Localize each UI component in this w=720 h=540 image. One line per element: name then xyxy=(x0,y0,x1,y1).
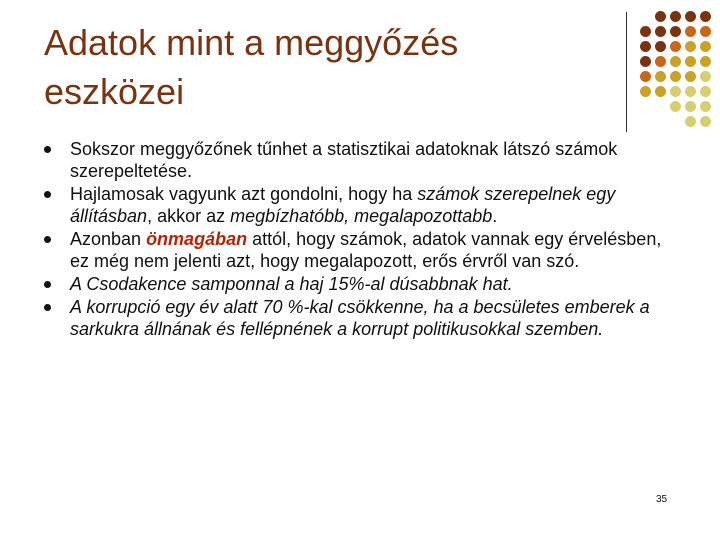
decor-dot xyxy=(685,71,696,82)
page-number: 35 xyxy=(656,494,668,505)
bullet-text-segment: A Csodakence samponnal a haj 15%-al dúsabbnak hat. xyxy=(70,274,513,294)
bullet-item xyxy=(44,273,664,295)
bullet-text-segment: A korrupció egy év alatt 70 %-kal csökkenne, ha a becsületes emberek a sarkukra állnának és fellépnének a korrupt politikusokkal szemben. xyxy=(70,297,650,339)
decor-dot xyxy=(685,11,696,22)
bullet-dot-icon xyxy=(44,146,51,153)
decor-dot xyxy=(700,116,711,127)
decor-dot xyxy=(640,41,651,52)
bullet-item xyxy=(44,183,664,227)
decor-dot xyxy=(640,56,651,67)
dot-grid-decoration xyxy=(640,11,712,128)
decor-dot xyxy=(670,71,681,82)
decor-dot xyxy=(640,26,651,37)
decor-dot xyxy=(700,11,711,22)
decor-dot xyxy=(700,86,711,97)
decor-dot xyxy=(640,86,651,97)
bullet-item xyxy=(44,296,664,340)
decor-dot xyxy=(655,71,666,82)
decor-dot xyxy=(655,56,666,67)
decor-dot xyxy=(700,71,711,82)
decor-dot xyxy=(670,26,681,37)
decor-dot xyxy=(700,41,711,52)
bullet-text-segment: , akkor az xyxy=(147,206,231,226)
decor-dot xyxy=(655,26,666,37)
bullet-list xyxy=(44,138,664,341)
decor-dot xyxy=(655,41,666,52)
decor-dot xyxy=(685,26,696,37)
bullet-dot-icon xyxy=(44,304,51,311)
decor-dot xyxy=(670,11,681,22)
decor-dot xyxy=(700,26,711,37)
decor-dot xyxy=(655,11,666,22)
bullet-dot-icon xyxy=(44,236,51,243)
decor-dot xyxy=(655,86,666,97)
decor-dot xyxy=(670,41,681,52)
bullet-item xyxy=(44,228,664,272)
decor-dot xyxy=(670,56,681,67)
decor-dot xyxy=(685,116,696,127)
decor-dot xyxy=(685,101,696,112)
bullet-text-segment: önmagában xyxy=(146,229,248,249)
decor-dot xyxy=(670,101,681,112)
bullet-text-segment: Sokszor meggyőzőnek tűnhet a statisztikai adatoknak látszó számok szerepeltetése. xyxy=(70,139,618,181)
decor-dot xyxy=(685,56,696,67)
bullet-item xyxy=(44,138,664,182)
decor-dot xyxy=(700,56,711,67)
bullet-text-segment: Azonban xyxy=(70,229,147,249)
bullet-dot-icon xyxy=(44,191,51,198)
decor-dot xyxy=(685,86,696,97)
decor-dot xyxy=(640,71,651,82)
title-divider-line xyxy=(626,12,627,132)
slide-title: Adatok mint a meggyőzés eszközei xyxy=(44,22,459,112)
decor-dot xyxy=(685,41,696,52)
bullet-text-segment: . xyxy=(492,206,498,226)
bullet-dot-icon xyxy=(44,281,51,288)
decor-dot xyxy=(700,101,711,112)
bullet-text-segment: Hajlamosak vagyunk azt gondolni, hogy ha xyxy=(70,184,418,204)
bullet-text-segment: megbízhatóbb, megalapozottabb xyxy=(230,206,493,226)
bullet-text-segment: számok szerepelnek egy állításban xyxy=(70,184,616,226)
bullet-text-segment: attól, hogy számok, adatok vannak egy érvelésben, ez még nem jelenti azt, hogy megalapozott, erős érvről van szó. xyxy=(70,229,662,271)
decor-dot xyxy=(670,86,681,97)
